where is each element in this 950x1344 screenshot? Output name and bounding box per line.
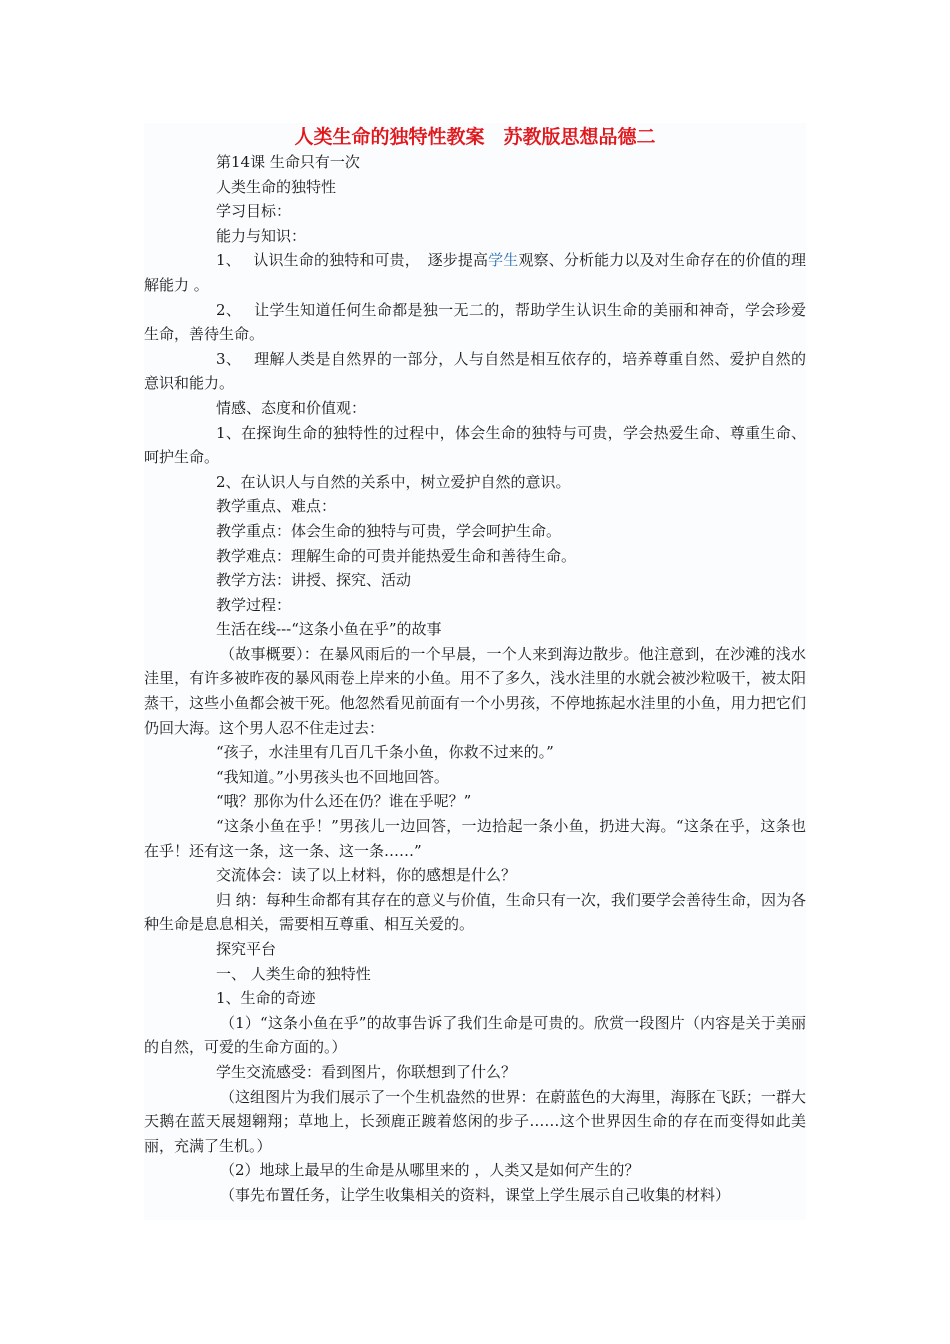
discussion-prompt: 交流体会：读了以上材料，你的感想是什么？ xyxy=(216,866,517,885)
values-item-2: 2、在认识人与自然的关系中，树立爱护自然的意识。 xyxy=(216,472,571,491)
explore-item-1: （1）“这条小鱼在乎”的故事告诉了我们生命是可贵的。欣赏一段图片（内容是关于美丽的自然，可爱的生命方面的。） xyxy=(144,1013,806,1057)
section-label-ability: 能力与知识： xyxy=(216,226,307,245)
story-summary: （故事概要）：在暴风雨后的一个早晨，一个人来到海边散步。他注意到，在沙滩的浅水洼里，有许多被昨夜的暴风雨卷上岸来的小鱼。用不了多久，浅水洼里的水就会被沙粒吸干，被太阳蒸干，这些小鱼都会被干死。他忽然看见前面有一个小男孩，不停地拣起水洼里的小鱼，用力把它们仍回大海。这个男人忍不住走过去： xyxy=(144,644,806,737)
teaching-method: 教学方法：讲授、探究、活动 xyxy=(216,571,412,590)
section-label-explore: 探究平台 xyxy=(216,940,277,958)
explore-subheading-1: 1、生命的奇迹 xyxy=(216,989,316,1008)
summary-paragraph: 归 纳：每种生命都有其存在的意义与价值，生命只有一次，我们要学会善待生命，因为各种生命是息息相关，需要相互尊重、相互关爱的。 xyxy=(144,890,806,934)
topic-heading: 人类生命的独特性 xyxy=(216,177,337,196)
preparation-note: （事先布置任务，让学生收集相关的资料，课堂上学生展示自己收集的材料） xyxy=(220,1185,731,1204)
values-item-1: 1、在探询生命的独特性的过程中，体会生命的独特与可贵，学会热爱生命、尊重生命、呵护生命。 xyxy=(144,423,806,467)
story-quote-2: “我知道。”小男孩头也不回地回答。 xyxy=(216,767,449,786)
section-label-goals: 学习目标： xyxy=(216,202,292,221)
explore-item-2: （2）地球上最早的生命是从哪里来的 ，人类又是如何产生的？ xyxy=(220,1161,640,1180)
section-label-process: 教学过程： xyxy=(216,595,292,614)
lesson-heading: 第14课 生命只有一次 xyxy=(216,153,360,171)
difficult-point: 教学难点：理解生命的可贵并能热爱生命和善待生命。 xyxy=(216,546,577,565)
story-quote-1: “孩子，水洼里有几百几千条小鱼，你救不过来的。” xyxy=(216,743,554,762)
image-description: （这组图片为我们展示了一个生机盎然的世界：在蔚蓝色的大海里，海豚在飞跃；一群大天鹅在蓝天展翅翱翔；草地上，长颈鹿正踱着悠闲的步子……这个世界因生命的存在而变得如此美丽，充满了生机。） xyxy=(144,1087,806,1155)
goal-item-1-text-b: 观察、分析能力以及对生命存在的价值的理解能力 。 xyxy=(144,251,806,294)
student-link[interactable]: 学生 xyxy=(488,251,519,270)
goal-item-3: 3、 理解人类是自然界的一部分，人与自然是相互依存的，培养尊重自然、爱护自然的意识和能力。 xyxy=(144,349,806,393)
section-label-values: 情感、态度和价值观： xyxy=(216,398,367,417)
story-quote-4: “这条小鱼在乎！”男孩儿一边回答，一边拾起一条小鱼，扔进大海。“这条在乎，这条也在乎！还有这一条，这一条、这一条……” xyxy=(144,817,806,860)
document-body xyxy=(144,150,806,1208)
section-label-key-points: 教学重点、难点： xyxy=(216,497,337,516)
goal-item-1 xyxy=(144,248,806,297)
story-heading: 生活在线---“这条小鱼在乎”的故事 xyxy=(216,620,442,639)
key-point: 教学重点：体会生命的独特与可贵，学会呵护生命。 xyxy=(216,521,562,540)
explore-heading-1: 一、 人类生命的独特性 xyxy=(216,964,371,983)
goal-item-1-text-a: 1、 认识生命的独特和可贵， 逐步提高 xyxy=(216,251,489,270)
document-title: 人类生命的独特性教案 苏教版思想品德二 xyxy=(294,126,656,148)
student-exchange: 学生交流感受：看到图片，你联想到了什么？ xyxy=(216,1062,517,1081)
goal-item-2: 2、 让学生知道任何生命都是独一无二的，帮助学生认识生命的美丽和神奇，学会珍爱生命，善待生命。 xyxy=(144,300,806,344)
story-quote-3: “哦？那你为什么还在仍？谁在乎呢？” xyxy=(216,792,472,811)
